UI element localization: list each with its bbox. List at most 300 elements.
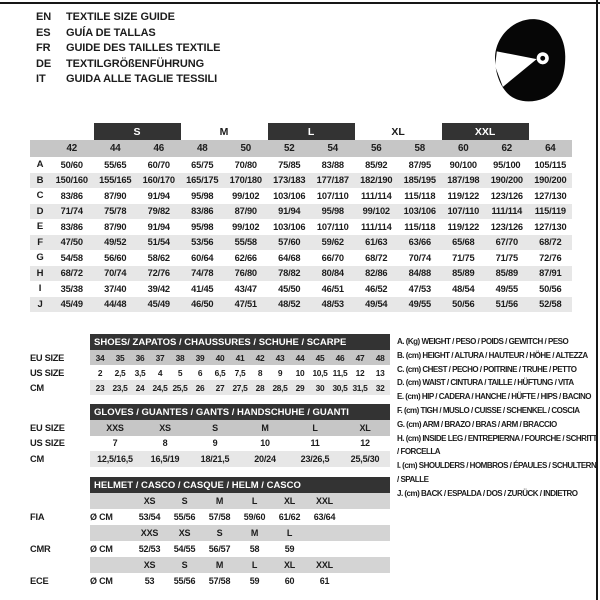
size-value: 31,5 xyxy=(350,380,370,395)
measurement-value: 70/74 xyxy=(408,252,431,263)
language-row xyxy=(36,41,220,57)
helmet-size-value xyxy=(307,541,342,557)
size-column-header: 48 xyxy=(181,140,225,157)
diameter-spacer xyxy=(90,525,132,541)
helmet-size-value: 55/56 xyxy=(173,576,196,586)
measurement-row-g xyxy=(30,250,572,266)
helmet-title-row xyxy=(30,477,390,493)
measurement-value: 37/40 xyxy=(104,283,127,294)
measurement-value: 50/56 xyxy=(539,283,562,294)
standard-label: FIA xyxy=(30,509,90,525)
helmet-size-header: M xyxy=(202,557,237,573)
size-value: 30,5 xyxy=(330,380,350,395)
row-label: EU SIZE xyxy=(30,350,90,365)
row-label: F xyxy=(30,235,50,251)
shoes-row-us-size xyxy=(30,365,390,380)
measurement-value: 75/85 xyxy=(278,159,301,170)
helmet-sizes-row-cmr xyxy=(30,525,390,541)
size-value: 24,5 xyxy=(150,380,170,395)
row-filler xyxy=(342,509,390,525)
measurement-row-d xyxy=(30,204,572,220)
helmet-size-value: 60 xyxy=(284,576,295,586)
helmet-size-header: L xyxy=(237,493,272,509)
size-value: 47 xyxy=(350,350,370,365)
measurement-value: 60/70 xyxy=(147,159,170,170)
helmet-size-header xyxy=(307,525,342,541)
size-value: 10 xyxy=(260,438,270,449)
size-value: 29 xyxy=(290,380,310,395)
size-value: 24 xyxy=(130,380,150,395)
measurement-value: 74/78 xyxy=(181,266,225,282)
helmet-size-header: XS xyxy=(132,493,167,509)
helmet-values-row-cmr xyxy=(30,541,390,557)
size-value: 40 xyxy=(210,350,230,365)
measurement-value: 39/42 xyxy=(147,283,170,294)
size-group-xl: XL xyxy=(391,125,405,138)
size-value: 6,5 xyxy=(214,367,226,378)
measurement-value: 45/49 xyxy=(137,297,181,313)
helmet-size-table xyxy=(30,477,390,589)
measurement-value: 56/60 xyxy=(104,252,127,263)
measurement-value: 127/130 xyxy=(534,221,567,232)
measurement-value: 85/89 xyxy=(485,266,529,282)
size-value: 10 xyxy=(295,367,305,378)
shoes-table-title: SHOES/ ZAPATOS / CHAUSSURES / SCHUHE / SCARPE xyxy=(90,334,390,350)
measurement-value: 190/200 xyxy=(529,173,573,189)
size-value: 20/24 xyxy=(240,451,290,467)
size-value: 46 xyxy=(330,350,350,365)
measurement-value: 150/160 xyxy=(50,173,94,189)
helmet-size-header: M xyxy=(202,493,237,509)
helmet-size-value: 55/56 xyxy=(173,512,196,522)
racing-helmet-icon xyxy=(489,16,567,104)
measurement-value: 83/88 xyxy=(321,159,344,170)
measurement-value: 46/50 xyxy=(181,297,225,313)
measurement-value: 115/118 xyxy=(404,190,436,201)
legend-item: E. (cm) HIP / CADERA / HANCHE / HÜFTE / HIPS / BACINO xyxy=(397,392,591,402)
helmet-size-value: 58 xyxy=(249,544,260,554)
size-column-header: 56 xyxy=(355,140,399,157)
size-value: 16,5/19 xyxy=(140,451,190,467)
row-label: H xyxy=(30,266,50,282)
measurement-value: 190/200 xyxy=(485,173,529,189)
size-value: 35 xyxy=(110,350,130,365)
measurement-value: 71/75 xyxy=(495,252,518,263)
measurement-value: 65/68 xyxy=(442,235,486,251)
measurement-value: 99/102 xyxy=(232,190,260,201)
row-label: US SIZE xyxy=(30,436,90,452)
measurement-value: 107/110 xyxy=(316,221,349,232)
helmet-size-header: XXL xyxy=(307,493,342,509)
shoes-size-table xyxy=(30,334,390,395)
measurement-value: 68/72 xyxy=(529,235,573,251)
row-label: I xyxy=(38,283,42,295)
measurement-value: 78/82 xyxy=(268,266,312,282)
measurement-value: 119/122 xyxy=(447,190,480,201)
size-value: 11 xyxy=(310,438,320,449)
size-value: 32 xyxy=(370,380,390,395)
measurement-value: 123/126 xyxy=(490,190,523,201)
measurement-row-a xyxy=(30,157,572,173)
measurement-value: 185/195 xyxy=(398,173,442,189)
row-label: A xyxy=(36,159,44,171)
measurement-value: 103/106 xyxy=(398,204,442,220)
size-value: 7 xyxy=(112,438,118,449)
textile-size-table xyxy=(30,123,572,312)
size-column-header: 54 xyxy=(311,140,355,157)
gloves-row-eu-size xyxy=(30,420,390,436)
row-label xyxy=(30,557,90,573)
measurement-value: 79/82 xyxy=(137,204,181,220)
measurement-value: 49/52 xyxy=(94,235,138,251)
row-label: US SIZE xyxy=(30,365,90,380)
size-value: 7,5 xyxy=(234,367,246,378)
size-value: 23,5 xyxy=(110,380,130,395)
legend-item: J. (cm) BACK / ESPALDA / DOS / ZURÜCK / INDIETRO xyxy=(397,488,578,498)
band-filler xyxy=(342,525,390,541)
measurement-value: 52/58 xyxy=(529,297,573,313)
measurement-value: 47/51 xyxy=(224,297,268,313)
measurement-value: 111/114 xyxy=(360,190,392,201)
measurement-value: 46/51 xyxy=(321,283,344,294)
measurement-value: 61/63 xyxy=(355,235,399,251)
measurement-value: 63/66 xyxy=(398,235,442,251)
measurement-value: 85/92 xyxy=(365,159,388,170)
legend-item: A. (Kg) WEIGHT / PESO / POIDS / GEWITCH / PESO xyxy=(397,337,569,346)
size-value: 2,5 xyxy=(114,367,126,378)
diameter-label: Ø CM xyxy=(90,512,113,522)
measurement-value: 35/38 xyxy=(60,283,83,294)
language-title: TEXTILGRÖßENFÜHRUNG xyxy=(66,57,205,70)
measurement-value: 60/64 xyxy=(191,252,214,263)
legend-item: G. (cm) ARM / BRAZO / BRAS / ARM / BRACCIO xyxy=(397,419,557,429)
size-value: S xyxy=(190,420,240,436)
shoes-row-cm xyxy=(30,380,390,395)
measurement-value: 67/70 xyxy=(485,235,529,251)
standard-label: ECE xyxy=(30,573,90,589)
language-code: ES xyxy=(36,26,51,39)
measurement-value: 95/98 xyxy=(191,190,214,201)
top-border-line xyxy=(0,2,600,4)
size-value: 34 xyxy=(90,350,110,365)
standard-label: CMR xyxy=(30,541,90,557)
helmet-size-header: XL xyxy=(272,493,307,509)
row-label: CM xyxy=(30,451,90,467)
size-value: 12,5/16,5 xyxy=(90,451,140,467)
size-column-header: 62 xyxy=(485,140,529,157)
measurement-value: 43/47 xyxy=(234,283,257,294)
helmet-size-header: XL xyxy=(272,557,307,573)
gloves-title-row xyxy=(30,404,390,420)
measurement-value: 155/165 xyxy=(94,173,138,189)
language-title: GUIDA ALLE TAGLIE TESSILI xyxy=(66,73,218,85)
language-code: IT xyxy=(36,73,46,85)
measurement-value: 105/115 xyxy=(534,159,567,170)
helmet-size-header: M xyxy=(237,525,272,541)
measurement-value: 53/56 xyxy=(181,235,225,251)
measurement-row-e xyxy=(30,219,572,235)
size-value: 13 xyxy=(375,367,385,378)
measurement-value: 59/62 xyxy=(311,235,355,251)
size-number-spacer xyxy=(30,140,50,157)
helmet-size-header: XS xyxy=(167,525,202,541)
measurement-value: 107/110 xyxy=(316,190,349,201)
diameter-spacer xyxy=(90,557,132,573)
size-value: 36 xyxy=(130,350,150,365)
measurement-value: 83/86 xyxy=(181,204,225,220)
helmet-size-value: 53/54 xyxy=(138,512,161,522)
measurement-value: 58/62 xyxy=(147,252,170,263)
size-value: 12 xyxy=(355,367,365,378)
helmet-sizes-row-fia xyxy=(30,493,390,509)
measurement-value: 62/66 xyxy=(234,252,257,263)
gloves-table-title: GLOVES / GUANTES / GANTS / HANDSCHUHE / GUANTI xyxy=(90,404,390,420)
size-group-xxl: XXL xyxy=(442,123,529,140)
measurement-value: 48/52 xyxy=(268,297,312,313)
measurement-legend xyxy=(397,335,599,501)
legend-item: H. (cm) INSIDE LEG / ENTREPIERNA / FOURCHE / SCHRITT / FORCELLA xyxy=(397,433,597,457)
measurement-value: 76/80 xyxy=(224,266,268,282)
size-value: 38 xyxy=(170,350,190,365)
row-label: EU SIZE xyxy=(30,420,90,436)
row-label: B xyxy=(30,173,50,189)
measurement-value: 49/55 xyxy=(398,297,442,313)
helmet-size-header: L xyxy=(272,525,307,541)
size-group-l: L xyxy=(268,123,355,140)
measurement-value: 50/60 xyxy=(60,159,83,170)
right-border-line xyxy=(596,0,598,600)
measurement-value: 49/55 xyxy=(495,283,518,294)
measurement-value: 160/170 xyxy=(137,173,181,189)
helmet-size-value: 59/60 xyxy=(243,512,266,522)
measurement-value: 85/89 xyxy=(442,266,486,282)
measurement-value: 45/49 xyxy=(50,297,94,313)
row-filler xyxy=(342,573,390,589)
helmet-size-header: S xyxy=(202,525,237,541)
measurement-value: 65/75 xyxy=(191,159,214,170)
size-value: L xyxy=(290,420,340,436)
gloves-size-table xyxy=(30,404,390,467)
legend-item: D. (cm) WAIST / CINTURA / TAILLE / HÜFTUNG / VITA xyxy=(397,378,574,388)
legend-item: C. (cm) CHEST / PECHO / POITRINE / TRUHE / PETTO xyxy=(397,364,577,374)
measurement-value: 111/114 xyxy=(360,221,392,232)
size-value: 23 xyxy=(90,380,110,395)
helmet-values-row-fia xyxy=(30,509,390,525)
size-value: 39 xyxy=(190,350,210,365)
size-column-header: 64 xyxy=(529,140,573,157)
size-value: XL xyxy=(340,420,390,436)
helmet-table-title: HELMET / CASCO / CASQUE / HELM / CASCO xyxy=(90,477,390,493)
legend-item: F. (cm) TIGH / MUSLO / CUISSE / SCHENKEL / COSCIA xyxy=(397,405,580,415)
gloves-row-cm xyxy=(30,451,390,467)
row-label xyxy=(30,493,90,509)
measurement-value: 95/98 xyxy=(311,204,355,220)
size-value: 44 xyxy=(290,350,310,365)
helmet-size-value: 57/58 xyxy=(208,512,231,522)
size-value: 18/21,5 xyxy=(190,451,240,467)
measurement-value: 91/94 xyxy=(147,221,170,232)
size-value: 30 xyxy=(310,380,330,395)
measurement-value: 51/54 xyxy=(137,235,181,251)
size-value: 43 xyxy=(270,350,290,365)
helmet-size-header: L xyxy=(237,557,272,573)
measurement-value: 99/102 xyxy=(232,221,260,232)
language-titles xyxy=(36,10,220,88)
helmet-size-value: 57/58 xyxy=(208,576,231,586)
size-value: 28 xyxy=(250,380,270,395)
measurement-value: 177/187 xyxy=(311,173,355,189)
measurement-value: 111/114 xyxy=(485,204,529,220)
measurement-value: 51/56 xyxy=(485,297,529,313)
helmet-size-value: 61/62 xyxy=(278,512,301,522)
measurement-row-i xyxy=(30,281,572,297)
helmet-size-value: 53 xyxy=(144,576,155,586)
row-label: G xyxy=(36,252,44,264)
measurement-value: 70/80 xyxy=(234,159,257,170)
helmet-size-header: XXL xyxy=(307,557,342,573)
measurement-value: 55/58 xyxy=(224,235,268,251)
measurement-row-f xyxy=(30,235,572,251)
size-value: 45 xyxy=(310,350,330,365)
row-filler xyxy=(342,541,390,557)
language-row xyxy=(36,26,220,42)
measurement-value: 68/72 xyxy=(50,266,94,282)
measurement-value: 87/90 xyxy=(104,221,127,232)
measurement-value: 165/175 xyxy=(181,173,225,189)
size-value: 27 xyxy=(210,380,230,395)
size-value: 25,5/30 xyxy=(340,451,390,467)
measurement-value: 48/53 xyxy=(311,297,355,313)
measurement-value: 99/102 xyxy=(355,204,399,220)
language-title: GUIDE DES TAILLES TEXTILE xyxy=(66,42,221,54)
diameter-spacer xyxy=(90,493,132,509)
size-column-header: 60 xyxy=(442,140,486,157)
measurement-value: 54/58 xyxy=(60,252,83,263)
size-value: 27,5 xyxy=(230,380,250,395)
measurement-value: 57/60 xyxy=(268,235,312,251)
size-column-header: 46 xyxy=(137,140,181,157)
measurement-value: 55/65 xyxy=(104,159,127,170)
measurement-value: 68/72 xyxy=(365,252,388,263)
measurement-value: 95/98 xyxy=(191,221,214,232)
row-label: CM xyxy=(30,380,90,395)
measurement-value: 41/45 xyxy=(191,283,214,294)
measurement-value: 64/68 xyxy=(278,252,301,263)
language-row xyxy=(36,57,220,73)
measurement-value: 44/48 xyxy=(94,297,138,313)
helmet-size-value: 63/64 xyxy=(313,512,336,522)
row-label: J xyxy=(30,297,50,313)
size-value: 26 xyxy=(190,380,210,395)
size-value: 3,5 xyxy=(134,367,146,378)
visor-pivot-dot xyxy=(540,56,545,61)
size-column-header: 58 xyxy=(398,140,442,157)
measurement-value: 75/78 xyxy=(94,204,138,220)
measurement-value: 91/94 xyxy=(147,190,170,201)
size-value: M xyxy=(240,420,290,436)
measurement-value: 71/74 xyxy=(50,204,94,220)
measurement-value: 83/86 xyxy=(60,221,83,232)
size-value: 5 xyxy=(177,367,183,378)
measurement-value: 83/86 xyxy=(60,190,83,201)
measurement-value: 70/74 xyxy=(94,266,138,282)
helmet-size-value: 56/57 xyxy=(208,544,231,554)
helmet-size-header: S xyxy=(167,493,202,509)
measurement-value: 173/183 xyxy=(268,173,312,189)
title-spacer xyxy=(30,477,90,493)
measurement-value: 107/110 xyxy=(442,204,486,220)
size-group-spacer xyxy=(30,123,94,140)
legend-item: B. (cm) HEIGHT / ALTURA / HAUTEUR / HÖHE / ALTEZZA xyxy=(397,350,588,360)
size-column-header: 44 xyxy=(94,140,138,157)
row-label: E xyxy=(36,221,44,233)
measurement-value: 119/122 xyxy=(447,221,480,232)
size-column-header: 52 xyxy=(268,140,312,157)
size-value: XXS xyxy=(90,420,140,436)
size-value: 48 xyxy=(370,350,390,365)
band-filler xyxy=(342,557,390,573)
measurement-value: 187/198 xyxy=(442,173,486,189)
helmet-sizes-row-ece xyxy=(30,557,390,573)
size-value: 28,5 xyxy=(270,380,290,395)
measurement-value: 72/76 xyxy=(137,266,181,282)
size-value: 25,5 xyxy=(170,380,190,395)
measurement-row-h xyxy=(30,266,572,282)
measurement-value: 90/100 xyxy=(449,159,477,170)
language-code: FR xyxy=(36,42,51,54)
measurement-row-b xyxy=(30,173,572,189)
measurement-value: 103/106 xyxy=(273,221,306,232)
size-group-m: M xyxy=(219,125,229,138)
size-group-row xyxy=(30,123,572,140)
measurement-value: 115/118 xyxy=(404,221,436,232)
language-code: EN xyxy=(36,11,52,23)
size-value: 23/26,5 xyxy=(290,451,340,467)
size-value: 42 xyxy=(250,350,270,365)
measurement-value: 47/53 xyxy=(408,283,431,294)
diameter-label: Ø CM xyxy=(90,576,113,586)
measurement-value: 87/90 xyxy=(224,204,268,220)
measurement-value: 82/86 xyxy=(355,266,399,282)
measurement-value: 115/119 xyxy=(529,204,573,220)
size-value: 9 xyxy=(212,438,218,449)
size-group-s: S xyxy=(94,123,181,140)
size-value: 41 xyxy=(230,350,250,365)
helmet-size-value: 59 xyxy=(249,576,260,586)
helmet-size-value: 59 xyxy=(284,544,295,554)
helmet-size-header: S xyxy=(167,557,202,573)
gloves-row-us-size xyxy=(30,436,390,452)
measurement-value: 50/56 xyxy=(442,297,486,313)
measurement-row-c xyxy=(30,188,572,204)
measurement-value: 48/54 xyxy=(452,283,475,294)
size-value: 6 xyxy=(197,367,203,378)
size-value: 4 xyxy=(157,367,163,378)
size-value: 8 xyxy=(162,438,168,449)
row-label xyxy=(30,525,90,541)
size-value: XS xyxy=(140,420,190,436)
language-title: TEXTILE SIZE GUIDE xyxy=(66,11,175,23)
measurement-value: 47/50 xyxy=(50,235,94,251)
measurement-value: 170/180 xyxy=(224,173,268,189)
measurement-value: 182/190 xyxy=(355,173,399,189)
measurement-value: 127/130 xyxy=(534,190,567,201)
size-value: 37 xyxy=(150,350,170,365)
size-number-row xyxy=(30,140,572,157)
size-column-header: 50 xyxy=(224,140,268,157)
helmet-size-header: XXS xyxy=(132,525,167,541)
helmet-size-header: XS xyxy=(132,557,167,573)
